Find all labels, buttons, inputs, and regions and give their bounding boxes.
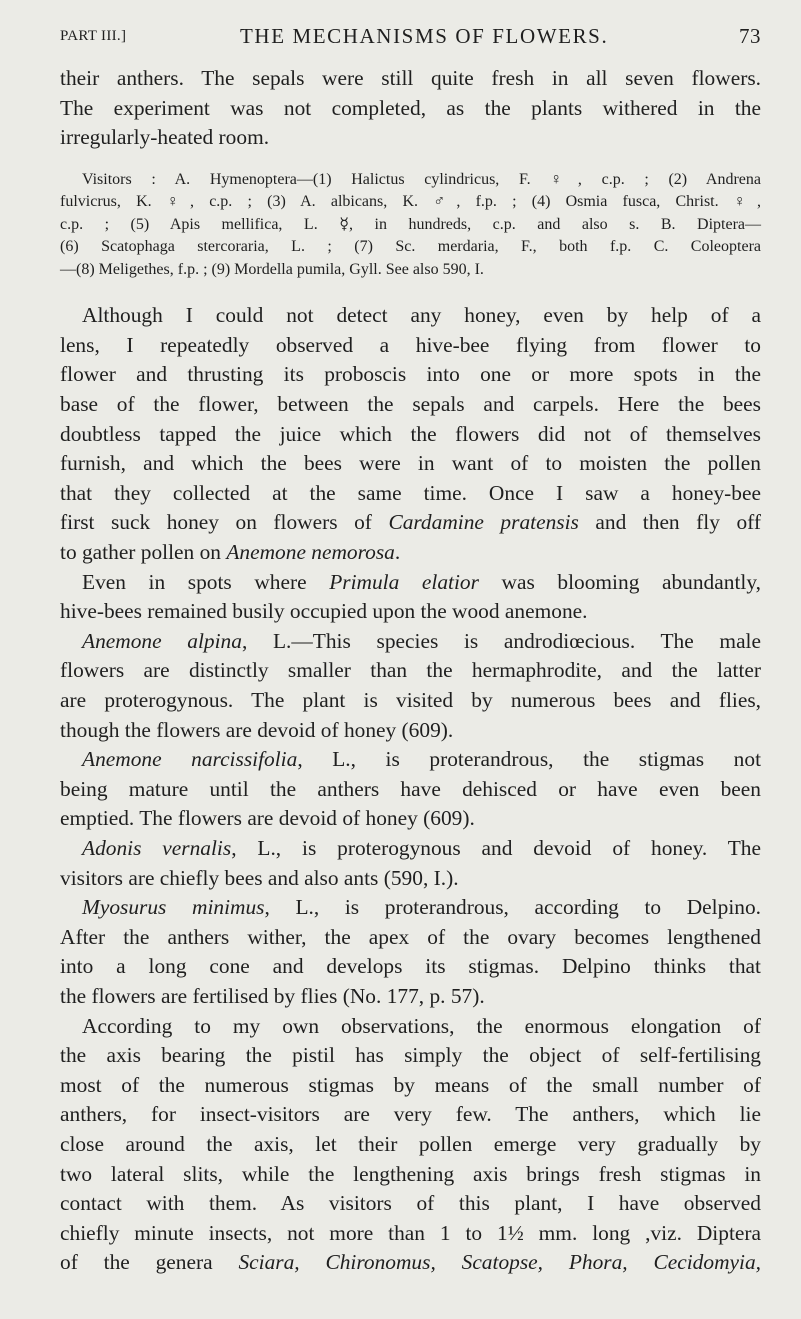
narcissifolia-paragraph xyxy=(60,745,761,834)
visitors-list xyxy=(60,169,761,282)
text-line xyxy=(60,1248,761,1278)
text-line xyxy=(60,508,761,538)
running-header xyxy=(60,22,761,58)
text-line: lens, I repeatedly observed a hive-bee flying from flower to xyxy=(60,332,761,357)
running-title: THE MECHANISMS OF FLOWERS. xyxy=(240,24,609,48)
text-fragment: was blooming abundantly, xyxy=(478,569,761,594)
text-line xyxy=(60,745,761,775)
text-line: visitors are chiefly bees and also ants (590, I.). xyxy=(60,865,459,890)
text-fragment: of the genera xyxy=(60,1250,239,1275)
text-line: that they collected at the same time. Once I saw a honey-bee xyxy=(60,480,761,505)
intro-paragraph xyxy=(60,64,761,153)
species-name: Adonis vernalis xyxy=(82,835,232,860)
text-line: most of the numerous stigmas by means of the small number of xyxy=(60,1072,761,1097)
text-line: irregularly-heated room. xyxy=(60,125,270,150)
text-line: the flowers are fertilised by flies (No. 177, p. 57). xyxy=(60,983,485,1008)
text-fragment: , L.—This species is androdiœcious. The male xyxy=(241,628,761,653)
text-line: According to my own observations, the enormous elongation of xyxy=(82,1013,761,1038)
text-line: are proterogynous. The plant is visited by numerous bees and flies, xyxy=(60,688,761,712)
text-line: anthers, for insect-visitors are very few. The anthers, which lie xyxy=(60,1102,761,1127)
myosurus-paragraph xyxy=(60,893,761,1278)
text-fragment: , L., is proterogynous and devoid of honey. The xyxy=(231,835,761,860)
species-name: Primula elatior xyxy=(329,569,479,594)
text-line: two lateral slits, while the lengthening axis brings fresh stigmas in xyxy=(60,1161,761,1186)
visitor-line: c.p. ; (5) Apis mellifica, L. ☿, in hundreds, c.p. and also s. B. Diptera— xyxy=(60,215,761,233)
text-line xyxy=(60,834,761,864)
text-line: hive-bees remained busily occupied upon the wood anemone. xyxy=(60,599,588,624)
species-name: Cardamine pratensis xyxy=(388,510,579,535)
text-fragment: , L., is proterandrous, according to Delpino. xyxy=(264,895,761,920)
text-line: close around the axis, let their pollen emerge very gradually by xyxy=(60,1131,761,1156)
visitor-line: (6) Scatophaga stercoraria, L. ; (7) Sc. merdaria, F., both f.p. C. Coleoptera xyxy=(60,238,761,256)
text-line xyxy=(60,627,761,657)
visitor-line: fulvicrus, K. ♀, c.p. ; (3) A. albicans, K. ♂, f.p. ; (4) Osmia fusca, Christ. ♀, xyxy=(60,193,761,211)
text-line xyxy=(60,568,761,598)
text-line: emptied. The flowers are devoid of honey (609). xyxy=(60,806,475,831)
text-line: chiefly minute insects, not more than 1 to 1½ mm. long ,viz. Diptera xyxy=(60,1220,761,1245)
text-fragment: first suck honey on flowers of xyxy=(60,510,389,535)
text-fragment: and then fly off xyxy=(578,510,761,535)
text-fragment: , L., is proterandrous, the stigmas not xyxy=(297,747,762,772)
text-line: the axis bearing the pistil has simply the object of self-fertilising xyxy=(60,1043,761,1068)
text-line: doubtless tapped the juice which the flowers did not of themselves xyxy=(60,421,761,446)
text-line: though the flowers are devoid of honey (609). xyxy=(60,717,454,742)
primula-paragraph xyxy=(60,568,761,627)
text-line xyxy=(60,538,761,568)
text-line: contact with them. As visitors of this plant, I have observed xyxy=(60,1191,761,1216)
honey-paragraph xyxy=(60,301,761,567)
text-line: their anthers. The sepals were still quite fresh in all seven flowers. xyxy=(60,66,761,90)
text-line: flower and thrusting its proboscis into one or more spots in the xyxy=(60,362,761,387)
text-fragment: . xyxy=(394,540,401,565)
text-line: After the anthers wither, the apex of the ovary becomes lengthened xyxy=(60,924,761,949)
text-line: furnish, and which the bees were in want of to moisten the pollen xyxy=(60,451,761,476)
text-fragment: to gather pollen on xyxy=(60,540,227,565)
species-name: Anemone narcissifolia xyxy=(82,747,298,772)
species-name: Anemone nemorosa xyxy=(226,540,395,565)
text-line: base of the flower, between the sepals and carpels. Here the bees xyxy=(60,392,761,417)
text-line: flowers are distinctly smaller than the hermaphrodite, and the latter xyxy=(60,658,761,683)
text-line: Although I could not detect any honey, even by help of a xyxy=(82,303,761,328)
adonis-paragraph xyxy=(60,834,761,893)
species-name: Myosurus minimus xyxy=(82,895,265,920)
alpina-paragraph xyxy=(60,627,761,745)
text-line: The experiment was not completed, as the plants withered in the xyxy=(60,95,761,120)
visitor-line: —(8) Meligethes, f.p. ; (9) Mordella pumila, Gyll. See also 590, I. xyxy=(60,260,484,278)
page-number: 73 xyxy=(739,24,761,48)
visitor-line: Visitors : A. Hymenoptera—(1) Halictus cylindricus, F. ♀, c.p. ; (2) Andrena xyxy=(82,170,761,188)
text-line xyxy=(60,893,761,923)
text-fragment: Even in spots where xyxy=(82,569,330,594)
species-name: Anemone alpina xyxy=(82,628,242,653)
text-line: being mature until the anthers have dehisced or have even been xyxy=(60,776,761,801)
part-label: PART III.] xyxy=(60,28,127,44)
genera-names: Sciara, Chironomus, Scatopse, Phora, Cecidomyia, xyxy=(238,1250,761,1275)
text-line: into a long cone and develops its stigmas. Delpino thinks that xyxy=(60,954,761,979)
